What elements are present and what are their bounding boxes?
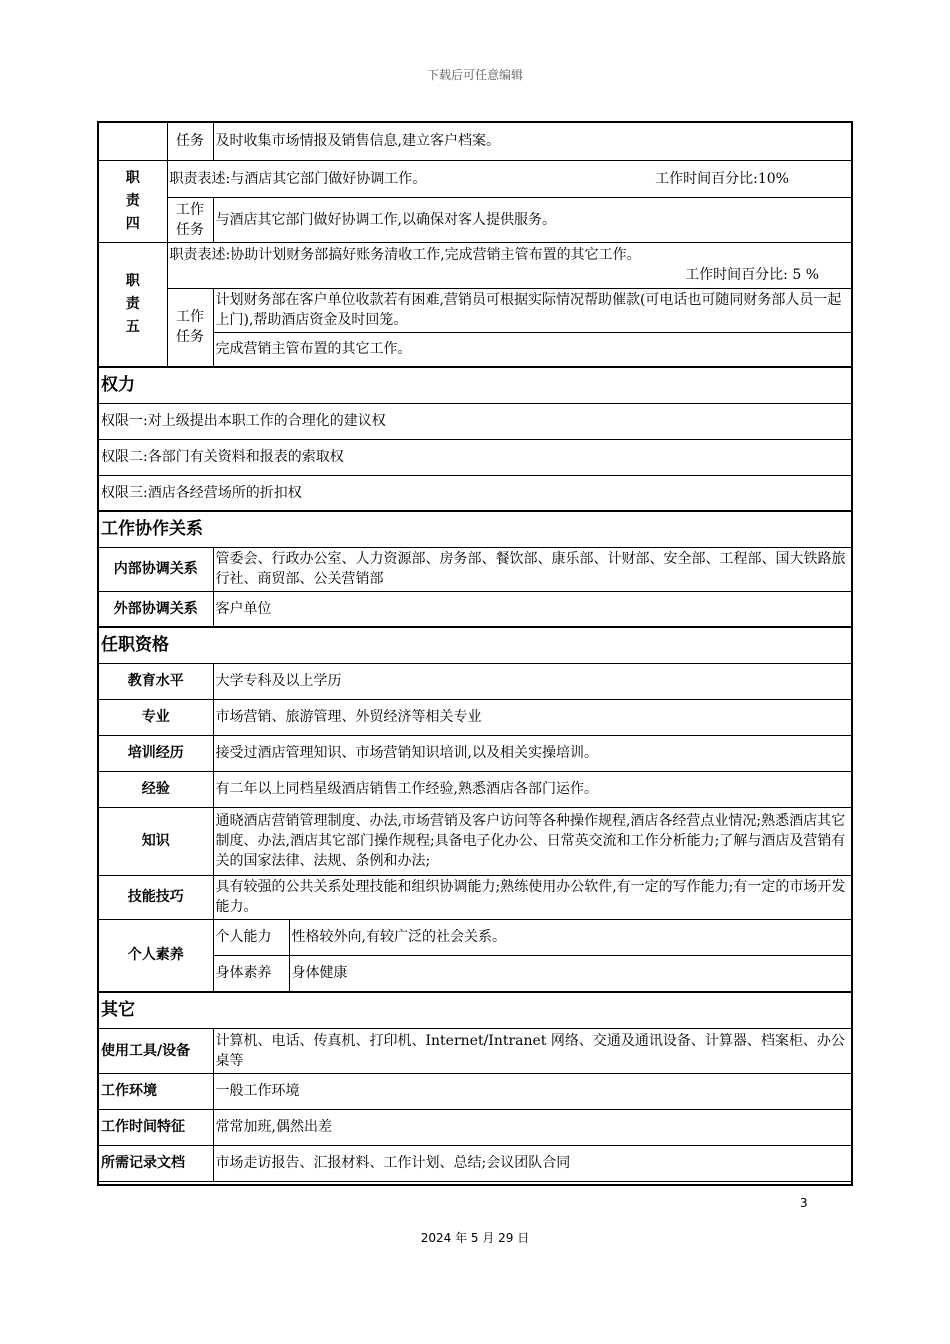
duty5-title: 职责五 [125,272,140,335]
experience-value: 有二年以上同档星级酒店销售工作经验,熟悉酒店各部门运作。 [213,771,851,807]
major-value: 市场营销、旅游管理、外贸经济等相关专业 [213,699,851,735]
env-label: 工作环境 [99,1073,213,1109]
duty4-title: 职责四 [125,169,140,232]
knowledge-value: 通晓酒店营销管理制度、办法,市场营销及客户访问等各种操作规程,酒店各经营点业情况;熟悉酒店其它制度、办法,酒店其它部门操作规程;具备电子化办公、日常英交流和工作分析能力;了解与酒店及营销有关的国家法律、法规、条例和办法; [213,807,851,875]
authority-item-2: 权限二:各部门有关资料和报表的索取权 [99,439,851,475]
knowledge-label: 知识 [99,807,213,875]
duty5-task1: 计划财务部在客户单位收款若有困难,营销员可根据实际情况帮助催款(可电话也可随同财务部人员一起上门),帮助酒店资金及时回笼。 [213,288,851,332]
authority-section-row [99,367,851,403]
duty5-task2: 完成营销主管布置的其它工作。 [213,332,851,367]
major-label: 专业 [99,699,213,735]
relations-section-row [99,511,851,547]
duty5-title-cell [99,242,167,367]
skills-label: 技能技巧 [99,875,213,919]
external-relations-row [99,591,851,627]
external-relations-value: 客户单位 [213,591,851,627]
tools-label: 使用工具/设备 [99,1028,213,1073]
page-footer-date: 2024 年 5 月 29 日 [420,1231,530,1245]
ability-label: 个人能力 [213,919,289,955]
experience-label: 经验 [99,771,213,807]
training-row [99,735,851,771]
duty4-pct: 工作时间百分比:10% [655,170,789,187]
duty4-task-label: 工作任务 [167,197,213,242]
duty5-desc-cell [167,242,851,288]
prev-task-text: 及时收集市场情报及销售信息,建立客户档案。 [213,123,851,160]
internal-relations-label: 内部协调关系 [99,547,213,591]
experience-row [99,771,851,807]
authority-item-row [99,475,851,511]
duty4-task-row [99,197,851,242]
education-value: 大学专科及以上学历 [213,663,851,699]
docs-row [99,1145,851,1181]
duty5-desc-row [99,242,851,288]
job-description-table [97,121,853,1186]
authority-item-3: 权限三:酒店各经营场所的折扣权 [99,475,851,511]
time-row [99,1109,851,1145]
duty5-desc: 职责表述:协助计划财务部搞好账务清收工作,完成营销主管布置的其它工作。 [169,247,641,263]
internal-relations-value: 管委会、行政办公室、人力资源部、房务部、餐饮部、康乐部、计财部、安全部、工程部、国大铁路旅行社、商贸部、公关营销部 [213,547,851,591]
env-row [99,1073,851,1109]
personal-label: 个人素养 [99,919,213,992]
health-value: 身体健康 [289,955,851,992]
docs-value: 市场走访报告、汇报材料、工作计划、总结;会议团队合同 [213,1145,851,1181]
prev-duty-cell [99,123,167,160]
qualification-title: 任职资格 [99,627,851,663]
skills-row [99,875,851,919]
education-row [99,663,851,699]
ability-row [99,919,851,955]
duty5-task1-row [99,288,851,332]
duty4-desc-row [99,160,851,197]
qualification-section-row [99,627,851,663]
env-value: 一般工作环境 [213,1073,851,1109]
time-value: 常常加班,偶然出差 [213,1109,851,1145]
docs-label: 所需记录文档 [99,1145,213,1181]
skills-value: 具有较强的公共关系处理技能和组织协调能力;熟练使用办公软件,有一定的写作能力;有一定的市场开发能力。 [213,875,851,919]
authority-item-row [99,403,851,439]
ability-value: 性格较外向,有较广泛的社会关系。 [289,919,851,955]
duty4-title-cell [99,160,167,242]
internal-relations-row [99,547,851,591]
training-value: 接受过酒店管理知识、市场营销知识培训,以及相关实操培训。 [213,735,851,771]
prev-task-label: 任务 [167,123,213,160]
education-label: 教育水平 [99,663,213,699]
page-number: 3 [800,1196,808,1210]
authority-title: 权力 [99,367,851,403]
duty4-task: 与酒店其它部门做好协调工作,以确保对客人提供服务。 [213,197,851,242]
prev-task-row [99,123,851,160]
health-label: 身体素养 [213,955,289,992]
duty4-desc-cell [167,160,851,197]
other-title: 其它 [99,992,851,1028]
external-relations-label: 外部协调关系 [99,591,213,627]
duty5-pct: 工作时间百分比: 5 % [685,267,819,283]
relations-title: 工作协作关系 [99,511,851,547]
major-row [99,699,851,735]
tools-value: 计算机、电话、传真机、打印机、Internet/Intranet 网络、交通及通讯设备、计算器、档案柜、办公桌等 [213,1028,851,1073]
page-header: 下载后可任意编辑 [426,68,523,82]
duty5-task-label: 工作任务 [167,288,213,367]
knowledge-row [99,807,851,875]
time-label: 工作时间特征 [99,1109,213,1145]
authority-item-row [99,439,851,475]
training-label: 培训经历 [99,735,213,771]
tools-row [99,1028,851,1073]
duty4-desc: 职责表述:与酒店其它部门做好协调工作。 [169,170,427,187]
authority-item-1: 权限一:对上级提出本职工作的合理化的建议权 [99,403,851,439]
other-section-row [99,992,851,1028]
